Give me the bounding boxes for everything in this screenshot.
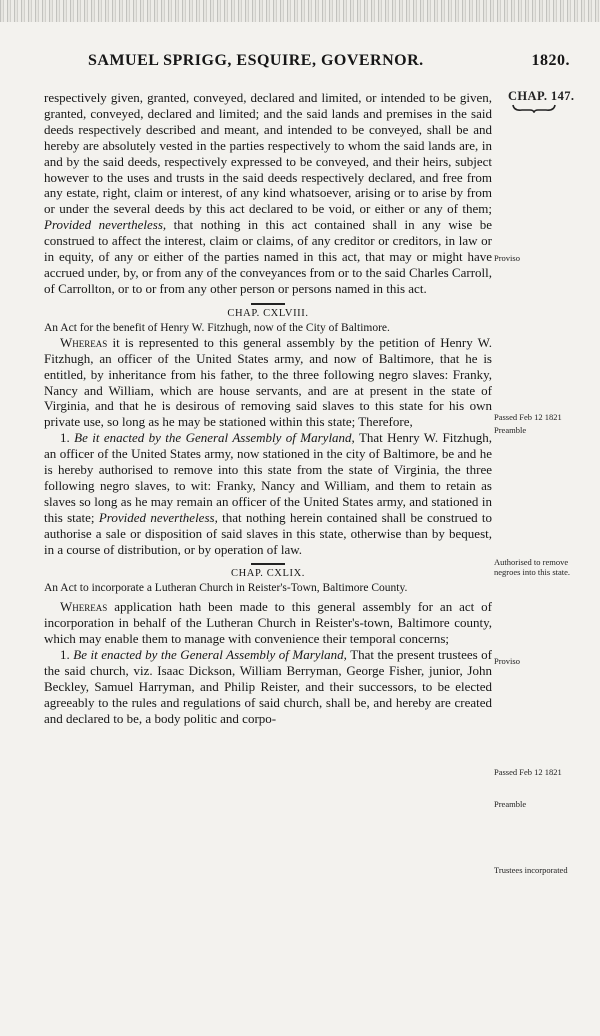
margin-proviso-1: Proviso — [494, 253, 520, 263]
chap-149-preamble — [44, 599, 492, 647]
chap-148-enact-phrase: Be it enacted by the General Assembly of Maryland, — [74, 430, 355, 446]
chap-148-section-number: 1. — [60, 430, 70, 446]
chap-148-title: An Act for the benefit of Henry W. Fitzhugh, now of the City of Baltimore. — [44, 321, 390, 334]
chap-149-section-text: That the present trustees of the said church, viz. Isaac Dickson, William Berryman, George Fisher, junior, John Beckley, Samuel Harryman, and Philip Reister, and their successors, to be elected agreeably to the rules and regulations of said church, shall be, and hereby are created and declared to be, a body politic and corpo- — [44, 647, 493, 726]
chap-148-preamble — [44, 335, 492, 430]
margin-proviso-2: Proviso — [494, 656, 520, 666]
chap-149-preamble-lead: Whereas — [60, 599, 108, 615]
chap-148-proviso-label: Provided nevertheless, — [98, 509, 218, 525]
header-year: 1820. — [531, 52, 570, 69]
chap-149-section-1 — [44, 647, 492, 727]
chap-148-section-1 — [44, 430, 492, 557]
chap-148-heading: CHAP. CXLVIII. — [227, 307, 309, 319]
page-edge-scan-noise — [0, 0, 600, 22]
chap-149-title: An Act to incorporate a Lutheran Church in Reister's-Town, Baltimore County. — [44, 582, 408, 595]
chap-148-proviso-text: that nothing herein contained shall be construed to authorise a sale or disposition of said slaves in this state, otherwise than by bequest, in a course of distribution, or by operation of law. — [44, 509, 493, 557]
brace-icon — [512, 103, 556, 113]
chap-148-preamble-text: it is represented to this general assembly by the petition of Henry W. Fitzhugh, an officer of the United States army, and now of Baltimore, that he is entitled, by inheritance from his father, to the three following negro slaves: Franky, Nancy and William, which are house servants, and are at present in the state of Virginia, and that he is desirous of removing said slaves to this state for his own private use, so long as he may be stationed within this state; Therefore, — [44, 334, 492, 430]
chap-149-section-number: 1. — [60, 647, 70, 663]
chap-147-proviso-label: Provided nevertheless, — [44, 217, 167, 233]
chap-149-heading: CHAP. CXLIX. — [231, 568, 305, 580]
margin-preamble-1: Preamble — [494, 425, 527, 435]
section-divider — [251, 563, 285, 565]
chap-147-text: respectively given, granted, conveyed, declared and limited, or intended to be given, granted, conveyed, declared and limited; and the said lands and premises in the said deeds respectively described and meant, and intended to be conveyed, shall be and hereby are absolutely vested in the parties respectively to whom the said lands are, in and by the said deeds, respectively expressed to be conveyed, and their heirs, subject however to the uses and trusts in the said deeds respectively declared, and free from any estate, right, claim or interest, of any kind whatsoever, arising or to arise by from or under the several deeds by this act declared to be void, or either or any of them; — [44, 90, 492, 217]
margin-passed-149: Passed Feb 12 1821 — [494, 767, 562, 777]
main-text-column — [44, 90, 492, 727]
section-divider — [251, 303, 285, 305]
running-header — [88, 52, 570, 70]
chap-149-enact-phrase: Be it enacted by the General Assembly of Maryland, — [73, 647, 347, 663]
margin-trustees: Trustees incorporated — [494, 865, 568, 875]
margin-chap-147: CHAP. 147. — [508, 89, 575, 103]
margin-passed-148: Passed Feb 12 1821 — [494, 412, 562, 422]
chap-147-paragraph — [44, 90, 492, 297]
chap-149-preamble-text: application hath been made to this general assembly for an act of incorporation in behalf of the Lutheran Church in Reister's-town, Baltimore county, which may enable them to manage with convenience their temporal concerns; — [44, 599, 492, 647]
header-title: SAMUEL SPRIGG, ESQUIRE, GOVERNOR. — [88, 52, 424, 69]
chap-148-section-text: That Henry W. Fitzhugh, an officer of the United States army, now stationed in the city of Baltimore, be and he is hereby authorised to remove into this state from the state of Virginia, the three following negro slaves, to wit: Franky, Nancy and William, and them to retain as slaves so long as he may remain an officer of the United States army, and stationed in this state; — [44, 430, 492, 525]
margin-preamble-2: Preamble — [494, 799, 527, 809]
margin-authorised: Authorised to remove negroes into this state. — [494, 557, 571, 577]
chap-148-preamble-lead: Whereas — [60, 334, 108, 350]
chap-147-proviso-text: that nothing in this act contained shall in any wise be construed to affect the interest, claim or claims, of any creditor or creditors, in law or in equity, of any or either of the parties named in this act, that may or might have accrued under, by, or from any of the conveyances from or to the said Charles Carroll, of Carrollton, or to or from any other person or persons named in this act. — [44, 217, 492, 296]
